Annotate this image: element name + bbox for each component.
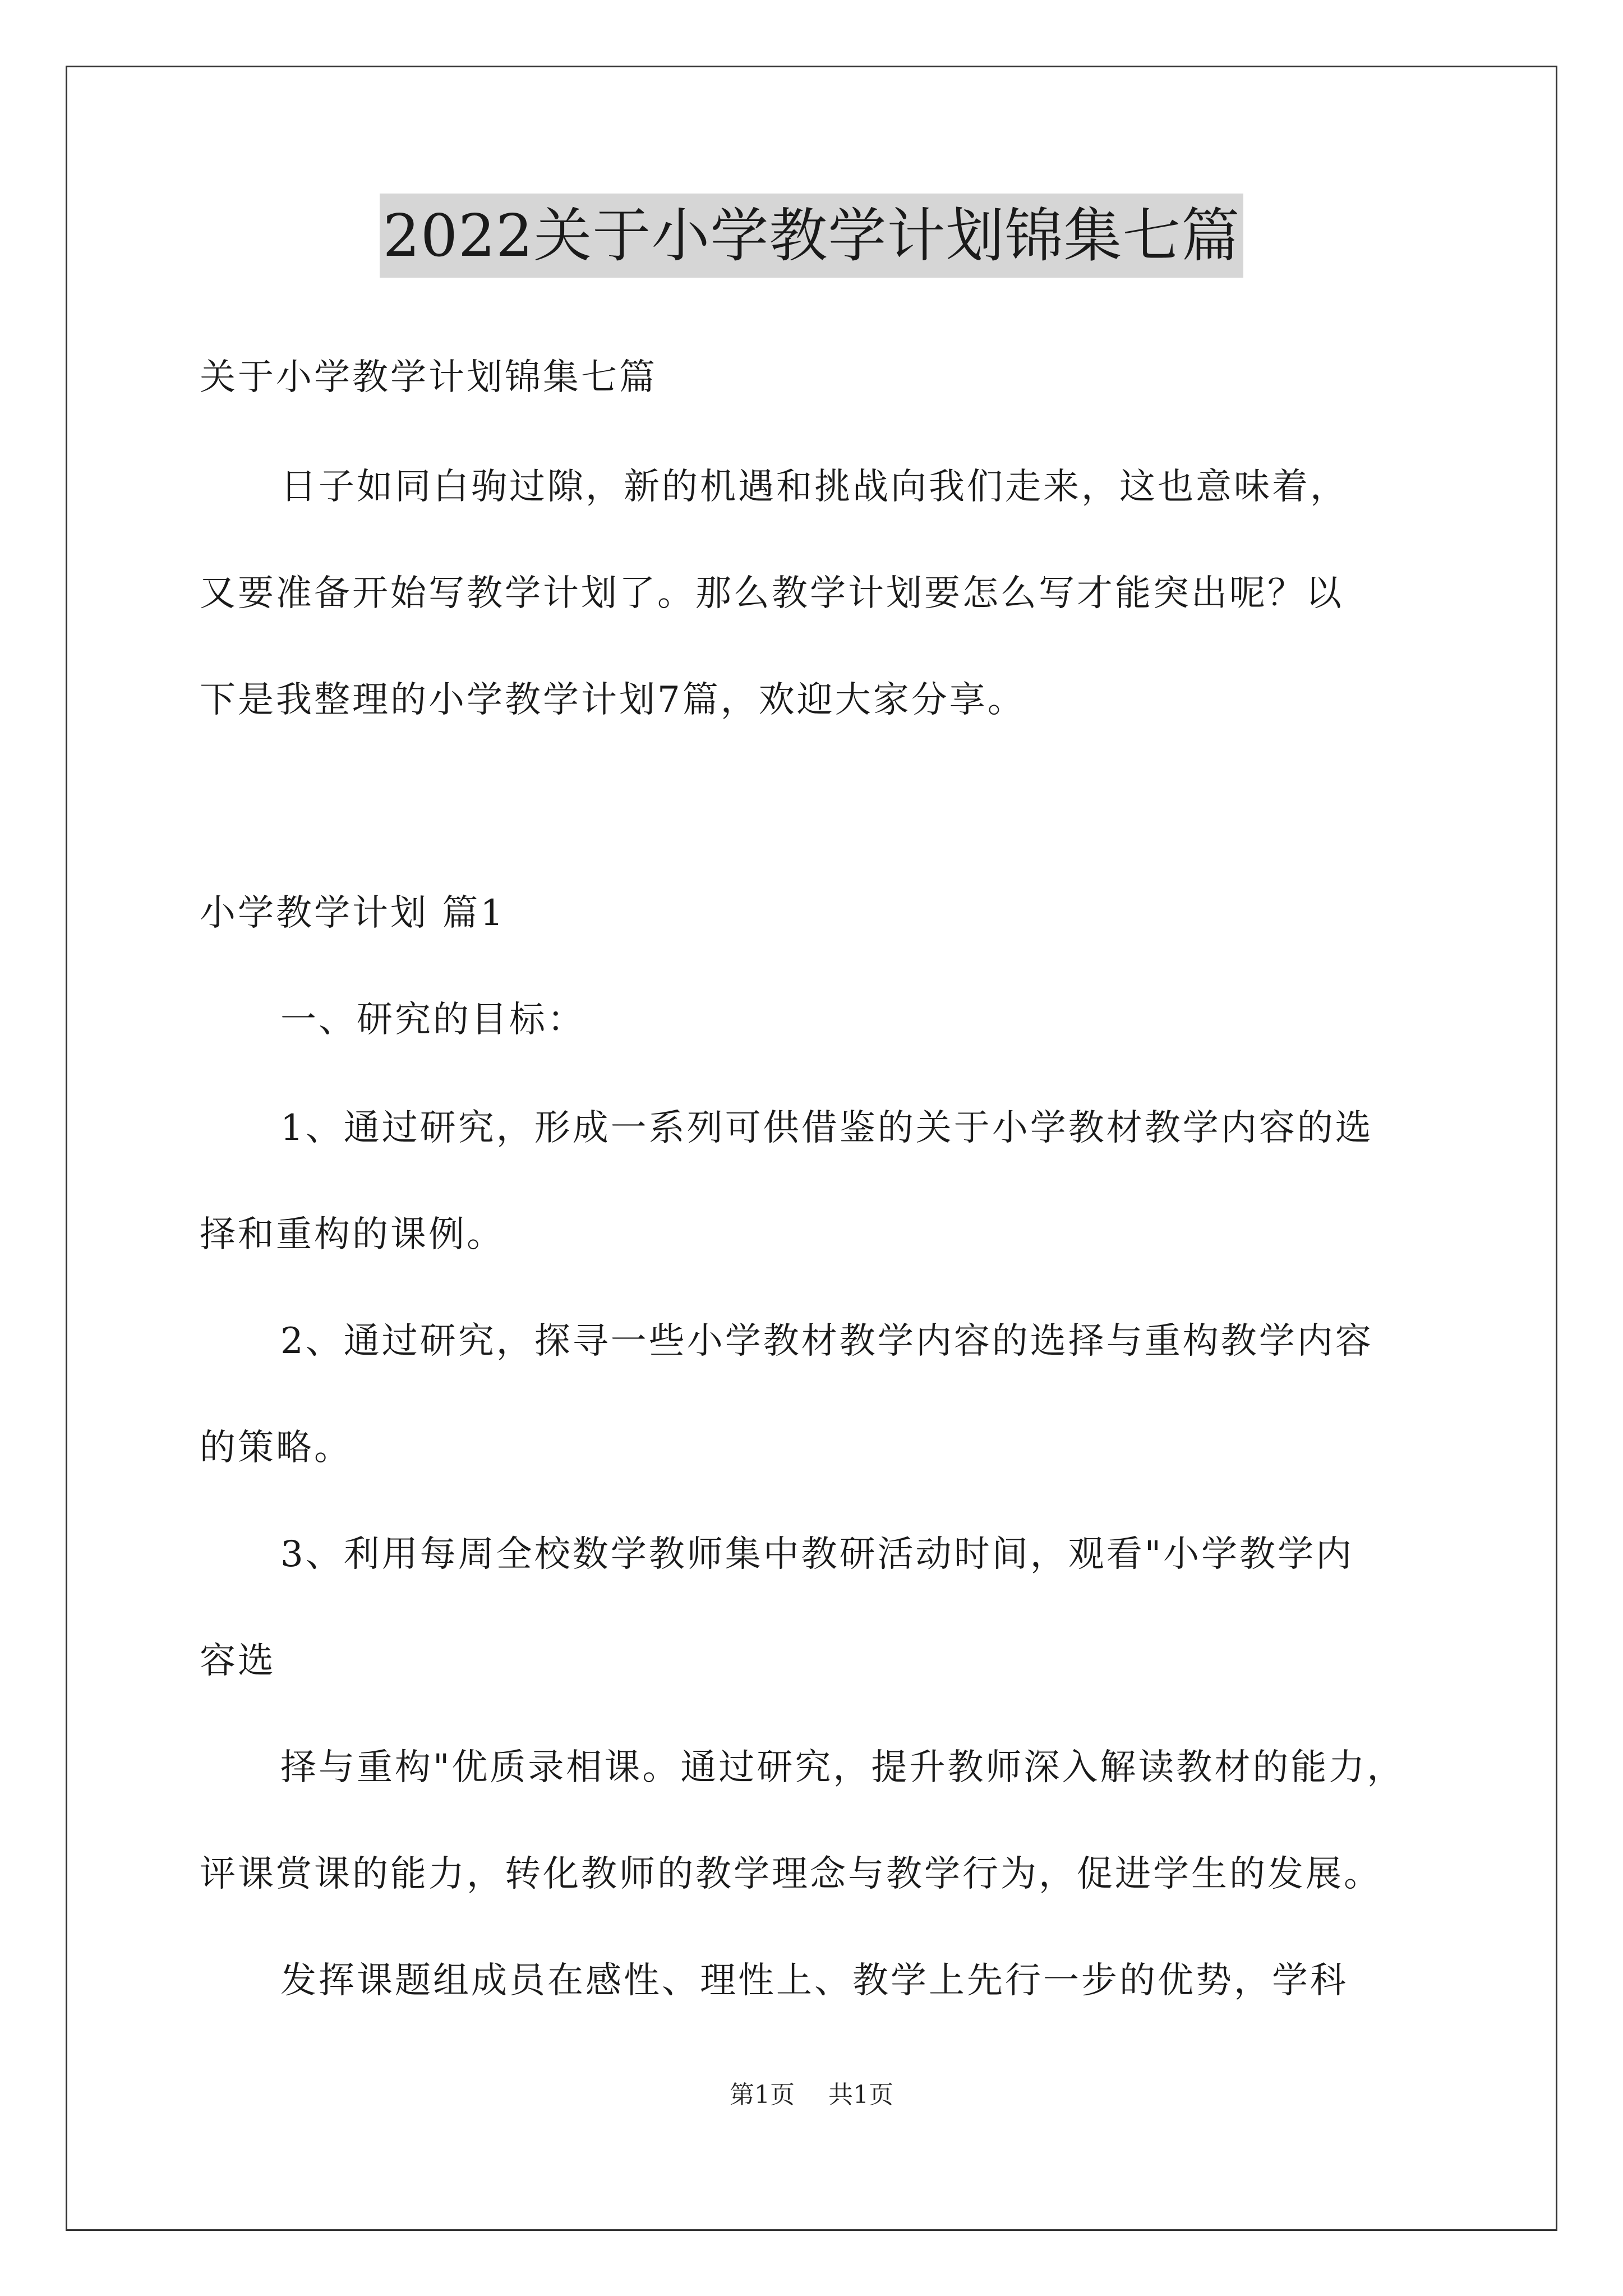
objective-3-line-1: 3、利用每周全校数学教师集中教研活动时间，观看"小学教学内 — [280, 1534, 1354, 1575]
paragraph-line-1: 择与重构"优质录相课。通过研究，提升教师深入解读教材的能力， — [280, 1747, 1405, 1788]
objective-1-line-1: 1、通过研究，形成一系列可供借鉴的关于小学教材教学内容的选 — [280, 1107, 1373, 1149]
objective-1-line-2: 择和重构的课例。 — [200, 1214, 505, 1255]
objective-3-line-2: 容选 — [200, 1640, 276, 1682]
objective-2-line-1: 2、通过研究，探寻一些小学教材教学内容的选择与重构教学内容 — [280, 1320, 1373, 1362]
document-title — [0, 194, 1623, 278]
page-number: 第1页 — [730, 2081, 795, 2109]
intro-line-1: 日子如同白驹过隙，新的机遇和挑战向我们走来，这也意味着， — [280, 466, 1348, 508]
document-title-text: 2022关于小学教学计划锦集七篇 — [380, 194, 1244, 278]
page-footer — [0, 2078, 1623, 2112]
page-total: 共1页 — [828, 2081, 893, 2109]
objective-heading: 一、研究的目标： — [280, 999, 585, 1041]
objective-2-line-2: 的策略。 — [200, 1427, 352, 1469]
section-heading: 小学教学计划 篇1 — [200, 892, 506, 934]
intro-line-2: 又要准备开始写教学计划了。那么教学计划要怎么写才能突出呢？以 — [200, 573, 1344, 614]
paragraph-line-3: 发挥课题组成员在感性、理性上、教学上先行一步的优势，学科 — [280, 1960, 1348, 2001]
intro-line-3: 下是我整理的小学教学计划7篇，欢迎大家分享。 — [200, 679, 1026, 721]
subtitle-line: 关于小学教学计划锦集七篇 — [200, 357, 657, 398]
paragraph-line-2: 评课赏课的能力，转化教师的教学理念与教学行为，促进学生的发展。 — [200, 1853, 1382, 1895]
